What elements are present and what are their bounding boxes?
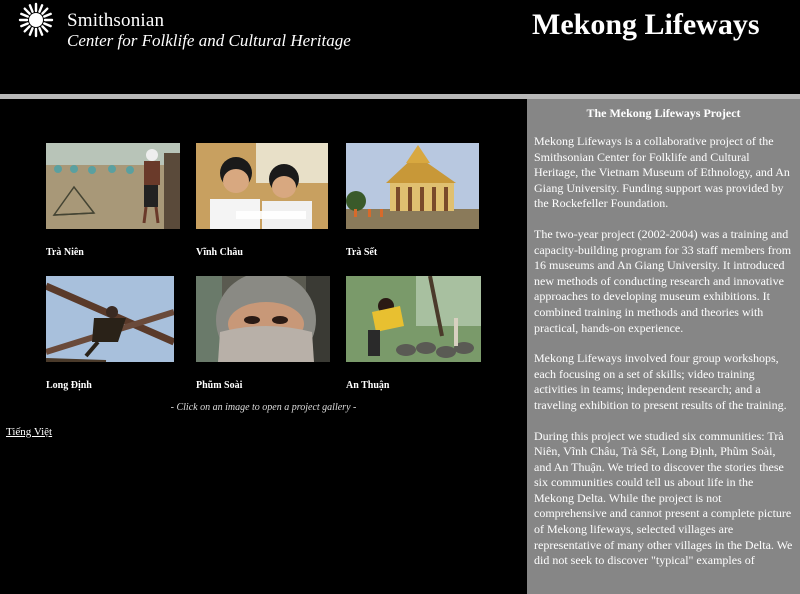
panel-paragraph: The two-year project (2002-2004) was a training and capacity-building program for 33 staff members from 16 museums and An Giang University. It introduced new methods of conducting research and innovative approaches to developing museum exhibitions. It combined training in methods and theories with practical, hands-on experience. (534, 226, 792, 335)
gallery-caption-an-thuan[interactable]: An Thuận (346, 380, 390, 391)
panel-paragraph: Mekong Lifeways involved four group workshops, each focusing on a set of skills; video training activities in teams; independent research; and a traveling exhibition to present results of the training. (534, 351, 787, 412)
org-subtitle: Center for Folklife and Cultural Heritage (67, 31, 351, 50)
gallery-thumb-tra-set[interactable] (346, 143, 479, 229)
site-header (0, 0, 800, 94)
gallery-caption-phum-soai[interactable]: Phũm Soài (196, 380, 243, 391)
org-name: Smithsonian (67, 10, 165, 31)
gallery-thumb-tra-nien[interactable] (46, 143, 180, 229)
panel-paragraph: During this project we studied six communities: Trà Niên, Vĩnh Châu, Trà Sết, Long Định, Phũm Soài, and An Thuận. We tried to discover the stories these six communities could tell us about life in the Mekong Delta. While the project is not comprehensive and cannot present a complete picture of Mekong lifeways, selected villages are representative of many other villages in the Delta. We did not seek to discover "typical" examples of (534, 428, 793, 568)
project-info-panel (527, 99, 800, 594)
gallery-thumb-an-thuan[interactable] (346, 276, 481, 362)
gallery-thumb-phum-soai[interactable] (196, 276, 330, 362)
gallery-thumb-vinh-chau[interactable] (196, 143, 328, 229)
gallery-caption-tra-set[interactable]: Trà Sết (346, 247, 378, 258)
panel-paragraph: Mekong Lifeways is a collaborative project of the Smithsonian Center for Folklife and Cultural Heritage, the Vietnam Museum of Ethnology, and An Giang University. Funding support was provided by the Rockefeller Foundation. (534, 134, 790, 211)
gallery-caption-vinh-chau[interactable]: Vĩnh Châu (196, 247, 243, 258)
language-link[interactable]: Tiếng Việt (6, 426, 53, 438)
gallery-caption-long-dinh[interactable]: Long Định (46, 380, 92, 391)
site-title: Mekong Lifeways (532, 8, 760, 41)
gallery-caption-tra-nien[interactable]: Trà Niên (46, 247, 84, 258)
panel-title: The Mekong Lifeways Project (586, 106, 741, 120)
gallery-hint: - Click on an image to open a project gallery - (170, 402, 357, 413)
sunburst-icon (18, 2, 54, 38)
gallery-thumb-long-dinh[interactable] (46, 276, 174, 362)
